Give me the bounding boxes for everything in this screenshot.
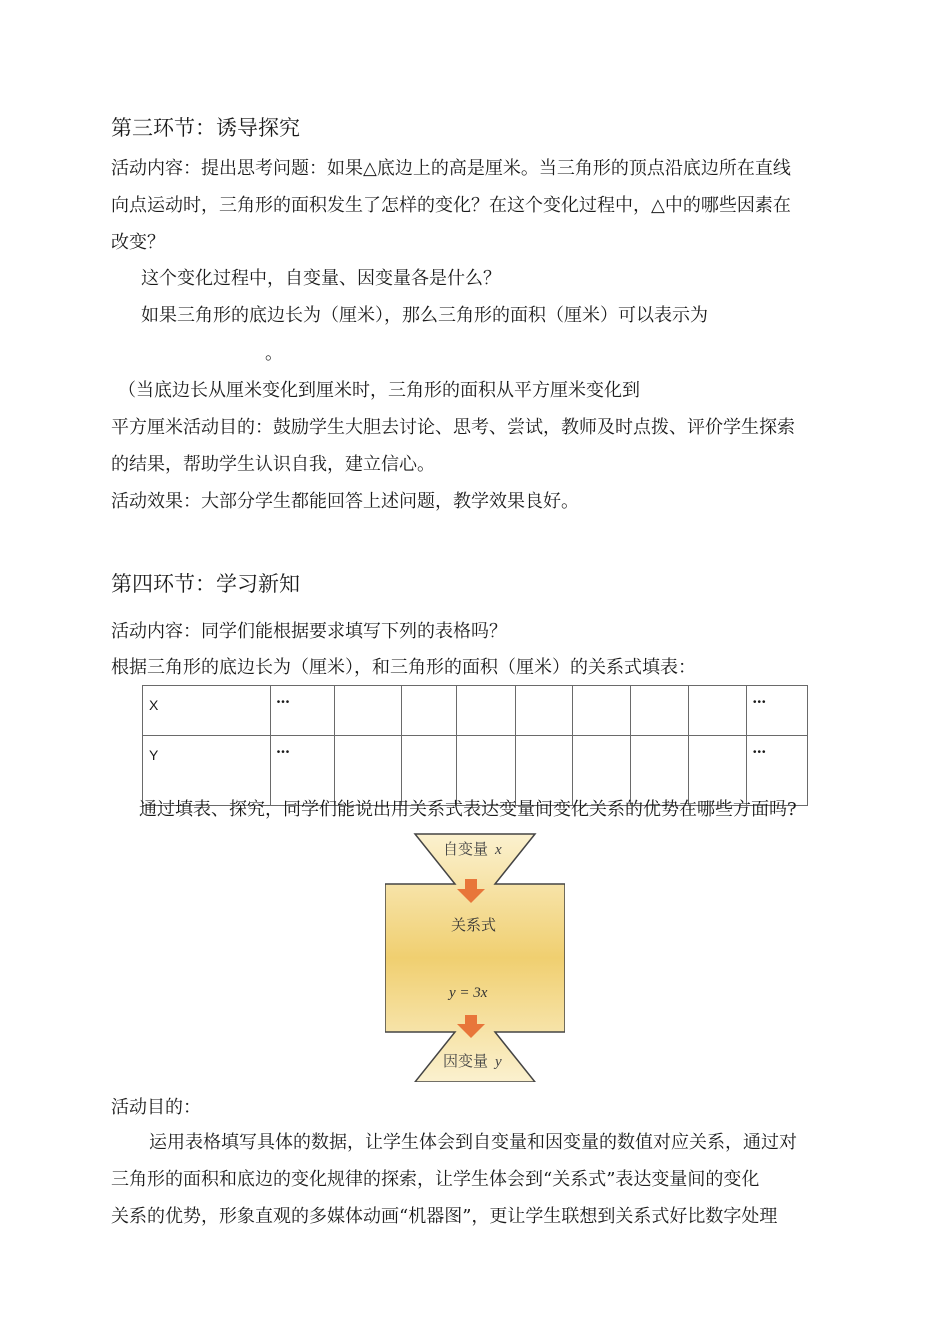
input-label-text: 自变量 bbox=[443, 841, 489, 858]
table-row-x bbox=[143, 686, 808, 736]
table-cell[interactable] bbox=[334, 686, 401, 736]
table-cell[interactable] bbox=[689, 736, 747, 806]
table-cell[interactable] bbox=[689, 686, 747, 736]
section3-heading: 第三环节：诱导探究 bbox=[111, 116, 300, 140]
paragraph-line: 关系的优势，形象直观的多媒体动画“机器图”，更让学生联想到关系式好比数字处理 bbox=[111, 1206, 778, 1227]
paragraph-line: （当底边长从厘米变化到厘米时，三角形的面积从平方厘米变化到 bbox=[118, 380, 640, 401]
table-cell[interactable] bbox=[631, 686, 689, 736]
input-var: x bbox=[495, 842, 502, 858]
formula-text: y = 3x bbox=[449, 985, 488, 1001]
table-cell[interactable] bbox=[516, 686, 573, 736]
function-machine-diagram bbox=[385, 832, 565, 1082]
table-cell-ellipsis: ••• bbox=[270, 736, 334, 806]
table-cell[interactable] bbox=[401, 686, 456, 736]
relation-label: 关系式 bbox=[451, 917, 497, 934]
table-cell[interactable] bbox=[516, 736, 573, 806]
paragraph-line: 改变？ bbox=[111, 232, 165, 253]
machine-body bbox=[385, 834, 565, 1082]
paragraph-line: 活动内容：提出思考问题：如果△底边上的高是厘米。当三角形的顶点沿底边所在直线 bbox=[111, 158, 791, 179]
table-cell: Y bbox=[143, 736, 271, 806]
table-row-y bbox=[143, 736, 808, 806]
purpose-heading: 活动目的： bbox=[111, 1097, 201, 1118]
table-cell-ellipsis: ••• bbox=[270, 686, 334, 736]
table-cell-ellipsis: ••• bbox=[747, 686, 808, 736]
paragraph-line: 平方厘米活动目的：鼓励学生大胆去讨论、思考、尝试，教师及时点拨、评价学生探索 bbox=[111, 417, 795, 438]
table-cell[interactable] bbox=[573, 686, 631, 736]
table-cell[interactable] bbox=[573, 736, 631, 806]
paragraph-line: 活动内容：同学们能根据要求填写下列的表格吗？ bbox=[111, 621, 507, 642]
table-cell[interactable] bbox=[631, 736, 689, 806]
paragraph-line: 运用表格填写具体的数据，让学生体会到自变量和因变量的数值对应关系，通过对 bbox=[149, 1132, 797, 1153]
paragraph-line: 如果三角形的底边长为（厘米），那么三角形的面积（厘米）可以表示为 bbox=[141, 305, 708, 326]
table-cell[interactable] bbox=[456, 686, 516, 736]
table-cell: X bbox=[143, 686, 271, 736]
paragraph-line: 。 bbox=[265, 343, 283, 364]
paragraph-line: 三角形的面积和底边的变化规律的探索，让学生体会到“关系式”表达变量间的变化 bbox=[111, 1169, 760, 1190]
paragraph-line: 的结果，帮助学生认识自我，建立信心。 bbox=[111, 454, 435, 475]
output-var: y bbox=[495, 1054, 502, 1070]
value-table bbox=[142, 685, 808, 806]
table-cell[interactable] bbox=[334, 736, 401, 806]
section4-heading: 第四环节：学习新知 bbox=[111, 572, 300, 596]
paragraph-line: 活动效果：大部分学生都能回答上述问题，教学效果良好。 bbox=[111, 491, 579, 512]
paragraph-line: 通过填表、探究，同学们能说出用关系式表达变量间变化关系的优势在哪些方面吗? bbox=[139, 799, 797, 820]
paragraph-line: 这个变化过程中，自变量、因变量各是什么？ bbox=[141, 268, 501, 289]
output-label-text: 因变量 bbox=[443, 1053, 489, 1070]
table-cell-ellipsis: ••• bbox=[747, 736, 808, 806]
table-cell[interactable] bbox=[401, 736, 456, 806]
paragraph-line: 根据三角形的底边长为（厘米），和三角形的面积（厘米）的关系式填表： bbox=[111, 657, 696, 678]
table-cell[interactable] bbox=[456, 736, 516, 806]
paragraph-line: 向点运动时，三角形的面积发生了怎样的变化？在这个变化过程中，△中的哪些因素在 bbox=[111, 195, 791, 216]
